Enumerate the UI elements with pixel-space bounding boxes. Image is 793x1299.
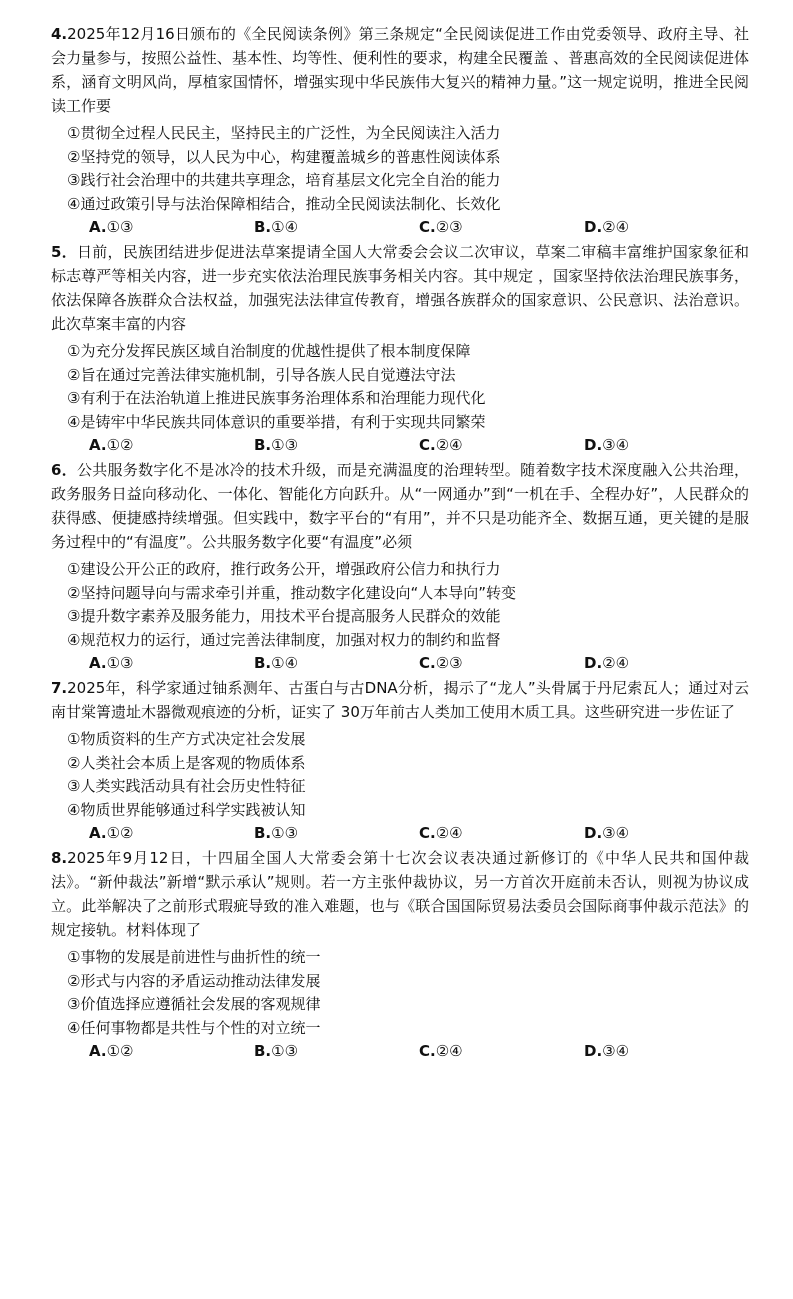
choice-letter: B.	[254, 1042, 272, 1060]
question-number: 7.	[51, 679, 68, 697]
option-1: ①建设公开公正的政府，推行政务公开，增强政府公信力和执行力	[67, 560, 501, 578]
choice-c[interactable]	[419, 822, 584, 844]
question-number: 5．	[51, 243, 77, 261]
choice-text: ①②	[106, 824, 134, 842]
choice-text: ①③	[271, 1042, 299, 1060]
choice-a[interactable]	[89, 822, 254, 844]
choice-text: ③④	[602, 1042, 630, 1060]
choice-letter: C.	[419, 218, 436, 236]
question-stem	[51, 22, 749, 118]
choice-a[interactable]	[89, 434, 254, 456]
question-7	[51, 676, 749, 844]
question-6	[51, 458, 749, 674]
choice-text: ②③	[435, 654, 463, 672]
answer-choices	[89, 216, 749, 238]
answer-choices	[89, 434, 749, 456]
choice-a[interactable]	[89, 652, 254, 674]
answer-choices	[89, 652, 749, 674]
choice-a[interactable]	[89, 216, 254, 238]
option-4: ④是铸牢中华民族共同体意识的重要举措，有利于实现共同繁荣	[67, 412, 486, 431]
option-4: ④通过政策引导与法治保障相结合，推动全民阅读法制化、长效化	[67, 194, 501, 213]
question-text: 公共服务数字化不是冰冷的技术升级，而是充满温度的治理转型。随着数字技术深度融入公共治理，政务服务日益向移动化、一体化、智能化方向跃升。从“一网通办”到“一机在手、全程办好”，人民群众的获得感、便捷感持续增强。但实践中，数字平台的“有用”，并不只是功能齐全、数据互通，更关键的是服务过程中的“有温度”。公共服务数字化要“有温度”必须	[51, 461, 749, 551]
choice-b[interactable]	[254, 822, 419, 844]
choice-letter: D.	[584, 1042, 603, 1060]
answer-choices	[89, 822, 749, 844]
option-2: ②坚持问题导向与需求牵引并重，推动数字化建设向“人本导向”转变	[67, 583, 516, 602]
choice-text: ②④	[435, 1042, 463, 1060]
choice-letter: A.	[89, 1042, 107, 1060]
choice-text: ①③	[106, 218, 134, 236]
choice-b[interactable]	[254, 652, 419, 674]
choice-text: ②③	[435, 218, 463, 236]
option-3: ③人类实践活动具有社会历史性特征	[67, 777, 306, 795]
choice-letter: D.	[584, 218, 603, 236]
choice-text: ①③	[106, 654, 134, 672]
question-number: 6．	[51, 461, 77, 479]
option-2: ②人类社会本质上是客观的物质体系	[67, 753, 306, 772]
option-3: ③践行社会治理中的共建共享理念，培育基层文化完全自治的能力	[67, 171, 501, 189]
choice-a[interactable]	[89, 1040, 254, 1062]
choice-b[interactable]	[254, 434, 419, 456]
choice-text: ③④	[602, 436, 630, 454]
choice-b[interactable]	[254, 216, 419, 238]
choice-text: ①④	[271, 218, 299, 236]
question-text: 日前，民族团结进步促进法草案提请全国人大常委会会议二次审议，草案二审稿丰富维护国家象征和标志尊严等相关内容，进一步充实依法治理民族事务相关内容。其中规定 ，国家坚持依法治理民族事务，依法保障各族群众合法权益，加强宪法法律宣传教育，增强各族群众的国家意识、公民意识、法治意识。此次草案丰富的内容	[51, 243, 749, 333]
choice-letter: A.	[89, 824, 107, 842]
choice-c[interactable]	[419, 434, 584, 456]
question-number: 4.	[51, 25, 68, 43]
choice-letter: C.	[419, 654, 436, 672]
option-1: ①物质资料的生产方式决定社会发展	[67, 730, 306, 748]
choice-letter: A.	[89, 654, 107, 672]
choice-d[interactable]	[584, 216, 749, 238]
choice-c[interactable]	[419, 1040, 584, 1062]
choice-letter: B.	[254, 218, 272, 236]
choice-letter: B.	[254, 654, 272, 672]
option-1: ①贯彻全过程人民民主，坚持民主的广泛性，为全民阅读注入活力	[67, 124, 501, 142]
choice-letter: C.	[419, 824, 436, 842]
option-4: ④规范权力的运行，通过完善法律制度，加强对权力的制约和监督	[67, 630, 501, 649]
choice-d[interactable]	[584, 822, 749, 844]
answer-choices	[89, 1040, 749, 1062]
option-2: ②坚持党的领导，以人民为中心，构建覆盖城乡的普惠性阅读体系	[67, 147, 501, 166]
option-3: ③有利于在法治轨道上推进民族事务治理体系和治理能力现代化	[67, 389, 486, 407]
choice-d[interactable]	[584, 652, 749, 674]
question-stem	[51, 458, 749, 554]
question-stem	[51, 240, 749, 336]
option-1: ①为充分发挥民族区域自治制度的优越性提供了根本制度保障	[67, 342, 471, 360]
choice-text: ②④	[602, 218, 630, 236]
option-4: ④任何事物都是共性与个性的对立统一	[67, 1018, 321, 1037]
choice-letter: B.	[254, 436, 272, 454]
option-2: ②形式与内容的矛盾运动推动法律发展	[67, 971, 321, 990]
choice-letter: A.	[89, 436, 107, 454]
choice-text: ①③	[271, 436, 299, 454]
question-text: 2025年，科学家通过铀系测年、古蛋白与古DNA分析，揭示了“龙人”头骨属于丹尼索瓦人；通过对云南甘棠箐遗址木器微观痕迹的分析，证实了 30万年前古人类加工使用木质工具。这些研究进一步佐证了	[51, 679, 749, 721]
choice-letter: C.	[419, 436, 436, 454]
question-5	[51, 240, 749, 456]
choice-text: ①②	[106, 436, 134, 454]
question-8	[51, 846, 749, 1062]
option-3: ③提升数字素养及服务能力，用技术平台提高服务人民群众的效能	[67, 607, 501, 625]
option-4: ④物质世界能够通过科学实践被认知	[67, 800, 306, 819]
choice-c[interactable]	[419, 652, 584, 674]
choice-text: ②④	[602, 654, 630, 672]
choice-letter: B.	[254, 824, 272, 842]
choice-c[interactable]	[419, 216, 584, 238]
question-4	[51, 22, 749, 238]
choice-text: ①③	[271, 824, 299, 842]
choice-text: ②④	[435, 824, 463, 842]
choice-d[interactable]	[584, 434, 749, 456]
choice-letter: D.	[584, 654, 603, 672]
choice-text: ①④	[271, 654, 299, 672]
choice-letter: C.	[419, 1042, 436, 1060]
choice-b[interactable]	[254, 1040, 419, 1062]
choice-letter: D.	[584, 436, 603, 454]
question-text: 2025年9月12日，十四届全国人大常委会第十七次会议表决通过新修订的《中华人民共和国仲裁法》。“新仲裁法”新增“默示承认”规则。若一方主张仲裁协议，另一方首次开庭前未否认，则视为协议成立。此举解决了之前形式瑕疵导致的准入难题，也与《联合国国际贸易法委员会国际商事仲裁示范法》的规定接轨。材料体现了	[51, 849, 749, 939]
question-number: 8.	[51, 849, 68, 867]
choice-text: ①②	[106, 1042, 134, 1060]
option-2: ②旨在通过完善法律实施机制，引导各族人民自觉遵法守法	[67, 365, 456, 384]
choice-text: ②④	[435, 436, 463, 454]
question-stem	[51, 846, 749, 942]
option-3: ③价值选择应遵循社会发展的客观规律	[67, 995, 321, 1013]
choice-letter: D.	[584, 824, 603, 842]
choice-d[interactable]	[584, 1040, 749, 1062]
option-1: ①事物的发展是前进性与曲折性的统一	[67, 948, 321, 966]
question-text: 2025年12月16日颁布的《全民阅读条例》第三条规定“全民阅读促进工作由党委领导、政府主导、社会力量参与，按照公益性、基本性、均等性、便利性的要求，构建全民覆盖 、普惠高效的全民阅读促进体系，涵育文明风尚，厚植家国情怀，增强实现中华民族伟大复兴的精神力量。”这一规定说明，推进全民阅读工作要	[51, 25, 749, 115]
choice-text: ③④	[602, 824, 630, 842]
question-stem	[51, 676, 749, 724]
choice-letter: A.	[89, 218, 107, 236]
